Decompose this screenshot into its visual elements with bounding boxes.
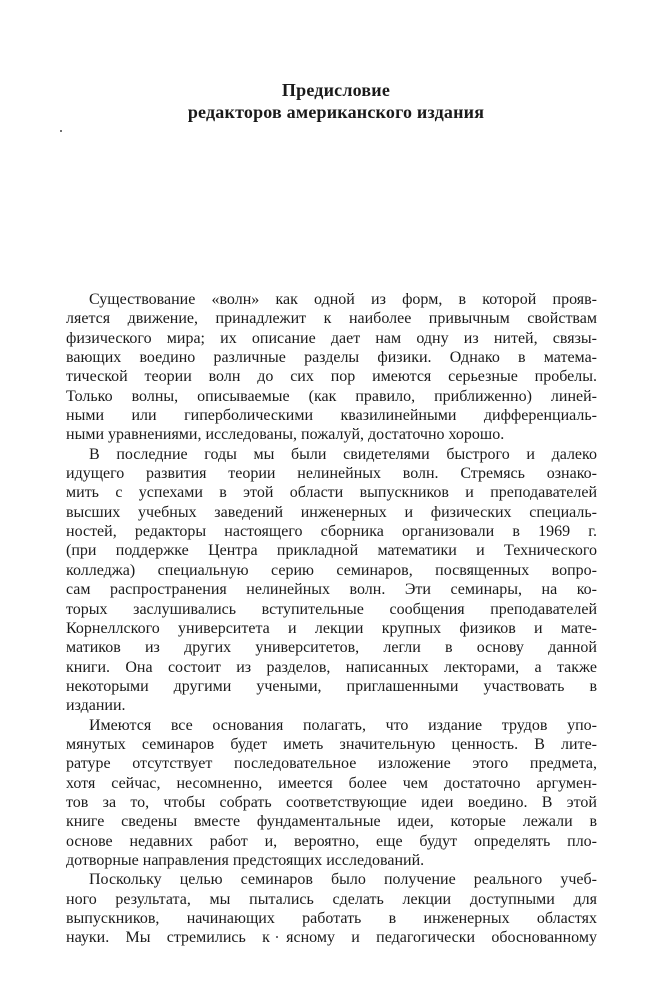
text-line: основе недавних работ и, вероятно, еще будут определять пло-: [66, 832, 597, 850]
text-line: Только волны, описываемые (как правило, приближенно) линей-: [66, 387, 597, 405]
text-line: тов за то, чтобы собрать соответствующие идеи воедино. В этой: [66, 793, 597, 811]
paragraph: [66, 445, 597, 716]
text-line: хотя сейчас, несомненно, имеется более чем достаточно аргумен-: [66, 774, 597, 792]
text-line: выпускников, начинающих работать в инженерных областях: [66, 910, 597, 927]
text-line: некоторыми другими учеными, приглашенными участвовать в: [66, 677, 597, 695]
text-line: колледжа) специальную серию семинаров, посвященных вопро-: [66, 561, 597, 579]
text-line: идущего развития теории нелинейных волн. Стремясь ознако-: [66, 465, 597, 483]
body-text: [66, 290, 597, 948]
text-line: дотворные направления предстоящих исследований.: [66, 851, 425, 869]
text-line: Имеются все основания полагать, что издание трудов упо-: [89, 716, 597, 734]
text-line: (при поддержке Центра прикладной математики и Технического: [66, 542, 597, 560]
page-title: Предисловие: [281, 80, 391, 100]
paragraph: [66, 870, 597, 947]
page-subtitle: редакторов американского издания: [187, 102, 485, 122]
text-line: сам распространения нелинейных волн. Эти семинары, на ко-: [66, 581, 597, 599]
text-line: высших учебных заведений инженерных и физических специаль-: [66, 503, 597, 521]
text-line: Существование «волн» как одной из форм, в которой прояв-: [89, 291, 597, 308]
text-line: тической теории волн до сих пор имеются серьезные пробелы.: [66, 368, 597, 386]
text-line: мить с успехами в этой области выпускников и преподавателей: [66, 484, 597, 502]
text-line: физического мира; их описание дает нам одну из нитей, связы-: [66, 329, 597, 347]
text-line: В последние годы мы были свидетелями быстрого и далеко: [89, 445, 597, 463]
text-line: ными или гиперболическими квазилинейными дифференциаль-: [66, 407, 597, 425]
scan-speck: [60, 130, 62, 132]
text-line: ными уравнениями, исследованы, пожалуй, достаточно хорошо.: [66, 426, 505, 444]
text-line: издании.: [66, 697, 126, 715]
text-line: ностей, редакторы настоящего сборника организовали в 1969 г.: [66, 523, 597, 541]
text-line: ляется движение, принадлежит к наиболее привычным свойствам: [66, 310, 597, 328]
text-line: Поскольку целью семинаров было получение реального учеб-: [89, 871, 597, 889]
text-line: мянутых семинаров будет иметь значительную ценность. В лите-: [66, 735, 597, 753]
paragraph: [66, 716, 597, 871]
text-line: Корнеллского университета и лекции крупных физиков и мате-: [66, 619, 597, 637]
text-line: книги. Она состоит из разделов, написанных лекторами, а также: [66, 658, 597, 676]
paragraph: [66, 290, 597, 445]
text-line: матиков из других университетов, легли в основу данной: [66, 639, 597, 657]
text-line: торых заслушивались вступительные сообщения преподавателей: [66, 600, 597, 618]
text-line: вающих воедино различные разделы физики. Однако в матема-: [66, 349, 597, 367]
text-line: книге сведены вместе фундаментальные идеи, которые лежали в: [66, 813, 597, 831]
text-line: ного результата, мы пытались сделать лекции доступными для: [66, 890, 597, 908]
text-line: науки. Мы стремились к ясному и педагогически обоснованному: [66, 929, 597, 947]
text-line: ратуре отсутствует последовательное изложение этого предмета,: [66, 755, 597, 773]
